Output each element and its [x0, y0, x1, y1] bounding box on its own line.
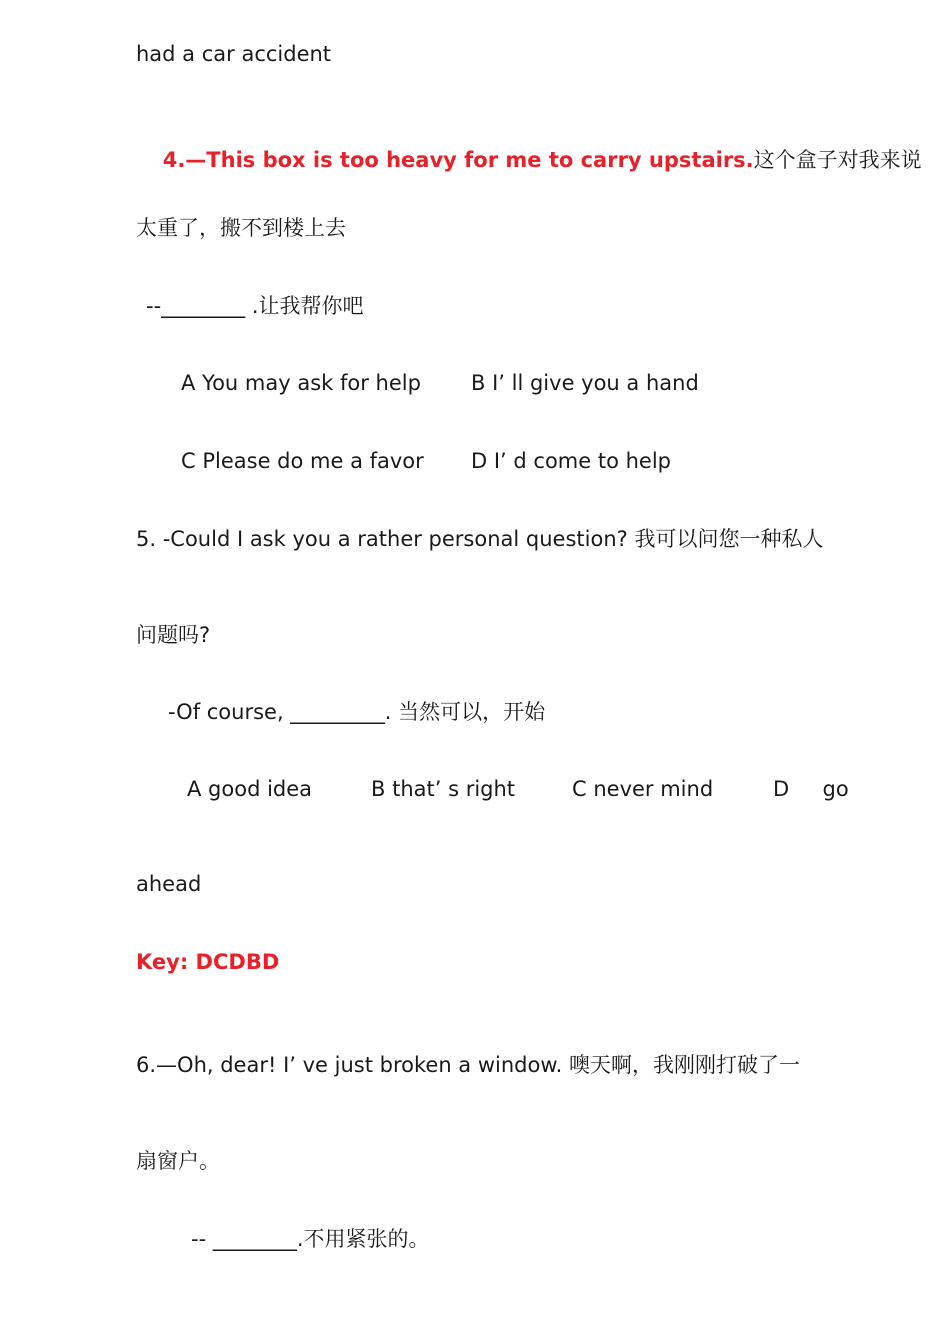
question-4-chinese: 这个盒子对我来说 [753, 148, 922, 172]
question-4 [136, 118, 922, 202]
question-4-reply: --________ .让我帮你吧 [146, 294, 364, 318]
question-5-reply: -Of course, _________. 当然可以，开始 [168, 700, 546, 724]
question-6-cont: 扇窗户。 [136, 1149, 220, 1173]
question-4-option-a: A You may ask for help [181, 371, 421, 395]
question-6: 6.—Oh, dear! I’ ve just broken a window. 噢天啊，我刚刚打破了一 [136, 1053, 800, 1077]
question-5-option-d: D go [773, 777, 849, 801]
question-5: 5. -Could I ask you a rather personal question? 我可以问您一种私人 [136, 527, 824, 551]
answer-key: Key: DCDBD [136, 950, 280, 974]
question-5-option-d-cont: ahead [136, 872, 202, 896]
text-line: had a car accident [136, 42, 332, 66]
question-4-chinese-cont: 太重了，搬不到楼上去 [136, 216, 346, 240]
question-4-option-c: C Please do me a favor [181, 449, 424, 473]
question-5-option-c: C never mind [572, 777, 714, 801]
question-5-cont: 问题吗? [136, 623, 211, 647]
question-4-option-b: B I’ ll give you a hand [471, 371, 699, 395]
question-4-english: 4.—This box is too heavy for me to carry upstairs. [162, 148, 754, 172]
question-6-reply: -- ________.不用紧张的。 [191, 1227, 430, 1251]
question-4-option-d: D I’ d come to help [471, 449, 671, 473]
question-5-option-b: B that’ s right [371, 777, 516, 801]
question-5-option-a: A good idea [187, 777, 313, 801]
